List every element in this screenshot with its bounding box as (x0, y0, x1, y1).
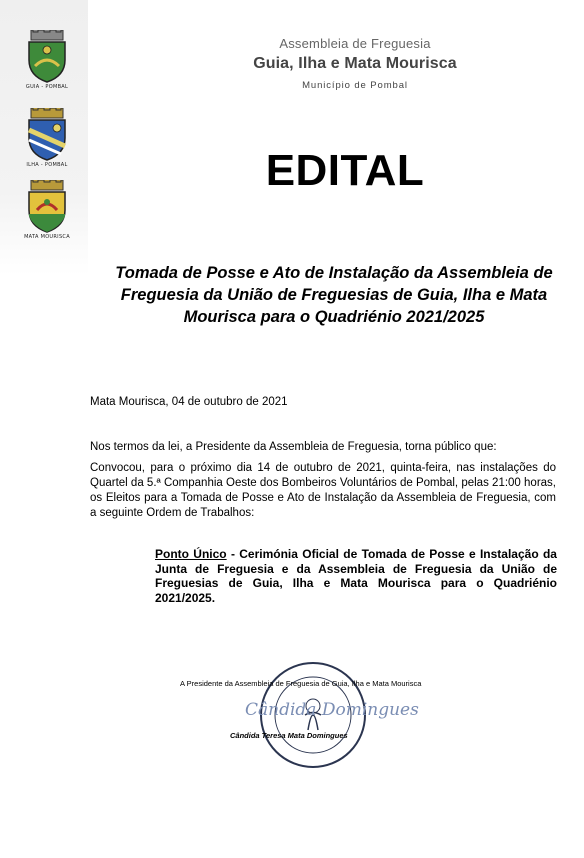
handwritten-signature: Cândida Domingues (245, 700, 419, 720)
crest-ilha-motto: ILHA - POMBAL (26, 162, 68, 168)
crest-ilha-emblem (23, 108, 71, 162)
signature-caption: A Presidente da Assembleia de Freguesia de Guia, Ilha e Mata Mourisca (180, 679, 422, 688)
crest-mata-mourisca-emblem (23, 180, 71, 234)
letterhead-parishes: Guia, Ilha e Mata Mourisca (253, 55, 457, 72)
signer-name: Cândida Teresa Mata Domingues (230, 731, 348, 740)
crest-guia (23, 30, 71, 90)
crest-guia-motto: GUIA - POMBAL (25, 84, 69, 90)
document-subject: Tomada de Posse e Ato de Instalação da Assembleia de Freguesia da União de Freguesias de Guia, Ilha e Mata Mourisca para o Quadriénio 2021/2025 (115, 264, 553, 326)
document-title: EDITAL (265, 146, 425, 195)
crest-mata-mourisca-motto: MATA MOURISCA (24, 234, 70, 240)
convocation-paragraph: Convocou, para o próximo dia 14 de outubro de 2021, quinta-feira, nas instalações do Quartel da 5.ª Companhia Oeste dos Bombeiros Voluntários de Pombal, pelas 21:00 horas, os Eleitos para a Tomada de Posse e Ato de Instalação da Assembleia de Freguesia, com a seguinte Ordem de Trabalhos: (90, 462, 556, 519)
crest-ilha (23, 108, 71, 168)
intro-paragraph: Nos termos da lei, a Presidente da Assembleia de Freguesia, torna público que: (90, 441, 497, 453)
agenda-item-label: Ponto Único (155, 547, 227, 561)
crest-sidebar (0, 0, 88, 275)
agenda-item (155, 547, 557, 605)
crest-guia-emblem (23, 30, 71, 84)
letterhead (210, 36, 500, 91)
agenda-item-text: - Cerimónia Oficial de Tomada de Posse e Instalação da Junta de Freguesia e da Assembleia de Freguesia da União de Freguesias de Guia, Ilha e Mata Mourisca para o Quadriénio 2021/2025. (155, 547, 557, 605)
date-line: Mata Mourisca, 04 de outubro de 2021 (90, 396, 288, 408)
letterhead-municipality: Município de Pombal (302, 80, 408, 91)
crest-mata-mourisca (23, 180, 71, 240)
letterhead-assembly: Assembleia de Freguesia (279, 36, 431, 51)
